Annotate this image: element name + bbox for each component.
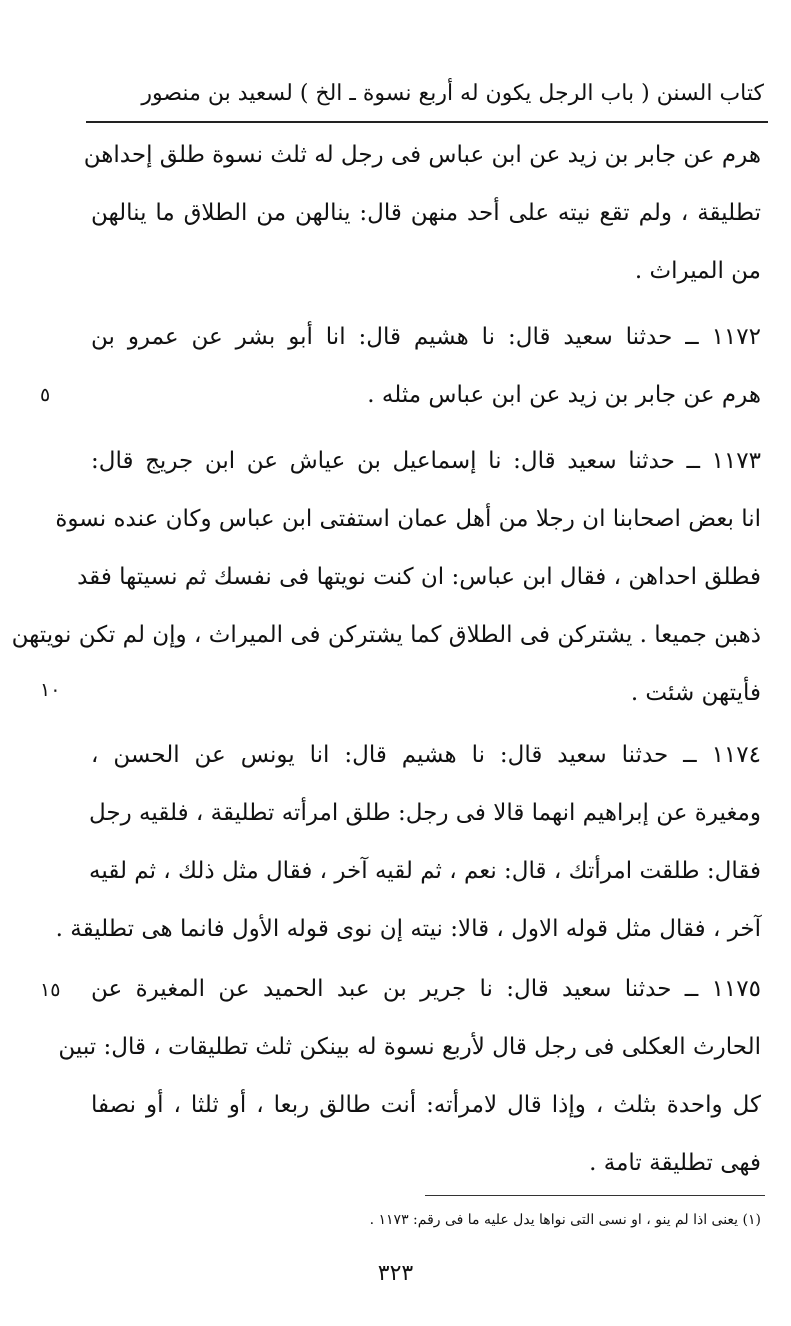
text-line: فهى تطليقة تامة . bbox=[589, 1150, 761, 1176]
hadith-1175-first-line: ١١٧٥ ــ حدثنا سعيد قال: نا جرير بن عبد الحميد عن المغيرة عن bbox=[91, 976, 761, 1002]
text-line: هرم عن جابر بن زيد عن ابن عباس فى رجل له ثلث نسوة طلق إحداهن bbox=[83, 142, 761, 168]
text-line: هرم عن جابر بن زيد عن ابن عباس مثله . bbox=[367, 382, 761, 408]
footnote: (١) يعنى اذا لم ينو ، او نسى التى نواها يدل عليه ما فى رقم: ١١٧٣ . bbox=[369, 1212, 761, 1228]
text-line: فطلق احداهن ، فقال ابن عباس: ان كنت نويتها فى نفسك ثم نسيتها فقد bbox=[77, 564, 761, 590]
line-number-5: ٥ bbox=[40, 384, 51, 406]
text-line: ومغيرة عن إبراهيم انهما قالا فى رجل: طلق امرأته تطليقة ، فلقيه رجل bbox=[89, 800, 761, 826]
hadith-1173-first-line: ١١٧٣ ــ حدثنا سعيد قال: نا إسماعيل بن عياش عن ابن جريج قال: bbox=[91, 448, 761, 474]
line-number-10: ١٠ bbox=[40, 679, 61, 701]
text-line: تطليقة ، ولم تقع نيته على أحد منهن قال: ينالهن من الطلاق ما ينالهن bbox=[91, 200, 761, 226]
text-line: من الميراث . bbox=[634, 258, 761, 284]
footnote-divider bbox=[425, 1195, 765, 1196]
line-number-15: ١٥ bbox=[40, 979, 61, 1001]
text-line: آخر ، فقال مثل قوله الاول ، قالا: نيته إن نوى قوله الأول فانما هى تطليقة . bbox=[55, 916, 761, 942]
running-header: كتاب السنن ( باب الرجل يكون له أربع نسوة ـ الخ ) لسعيد بن منصور bbox=[141, 81, 764, 106]
text-line: ذهبن جميعا . يشتركن فى الطلاق كما يشتركن فى الميراث ، وإن لم تكن نويتهن bbox=[11, 622, 761, 648]
page-number: ٣٢٣ bbox=[377, 1261, 414, 1286]
text-line: كل واحدة بثلث ، وإذا قال لامرأته: أنت طالق ربعا ، أو ثلثا ، أو نصفا bbox=[91, 1092, 761, 1118]
header-divider bbox=[86, 121, 768, 123]
text-line: الحارث العكلى فى رجل قال لأربع نسوة له بينكن ثلث تطليقات ، قال: تبين bbox=[58, 1034, 761, 1060]
text-line: فقال: طلقت امرأتك ، قال: نعم ، ثم لقيه آخر ، فقال مثل ذلك ، ثم لقيه bbox=[89, 858, 761, 884]
text-line: فأيتهن شئت . bbox=[630, 680, 761, 706]
text-line: انا بعض اصحابنا ان رجلا من أهل عمان استفتى ابن عباس وكان عنده نسوة bbox=[55, 506, 761, 532]
hadith-1172-first-line: ١١٧٢ ــ حدثنا سعيد قال: نا هشيم قال: انا أبو بشر عن عمرو بن bbox=[91, 324, 761, 350]
hadith-1174-first-line: ١١٧٤ ــ حدثنا سعيد قال: نا هشيم قال: انا يونس عن الحسن ، bbox=[91, 742, 761, 768]
